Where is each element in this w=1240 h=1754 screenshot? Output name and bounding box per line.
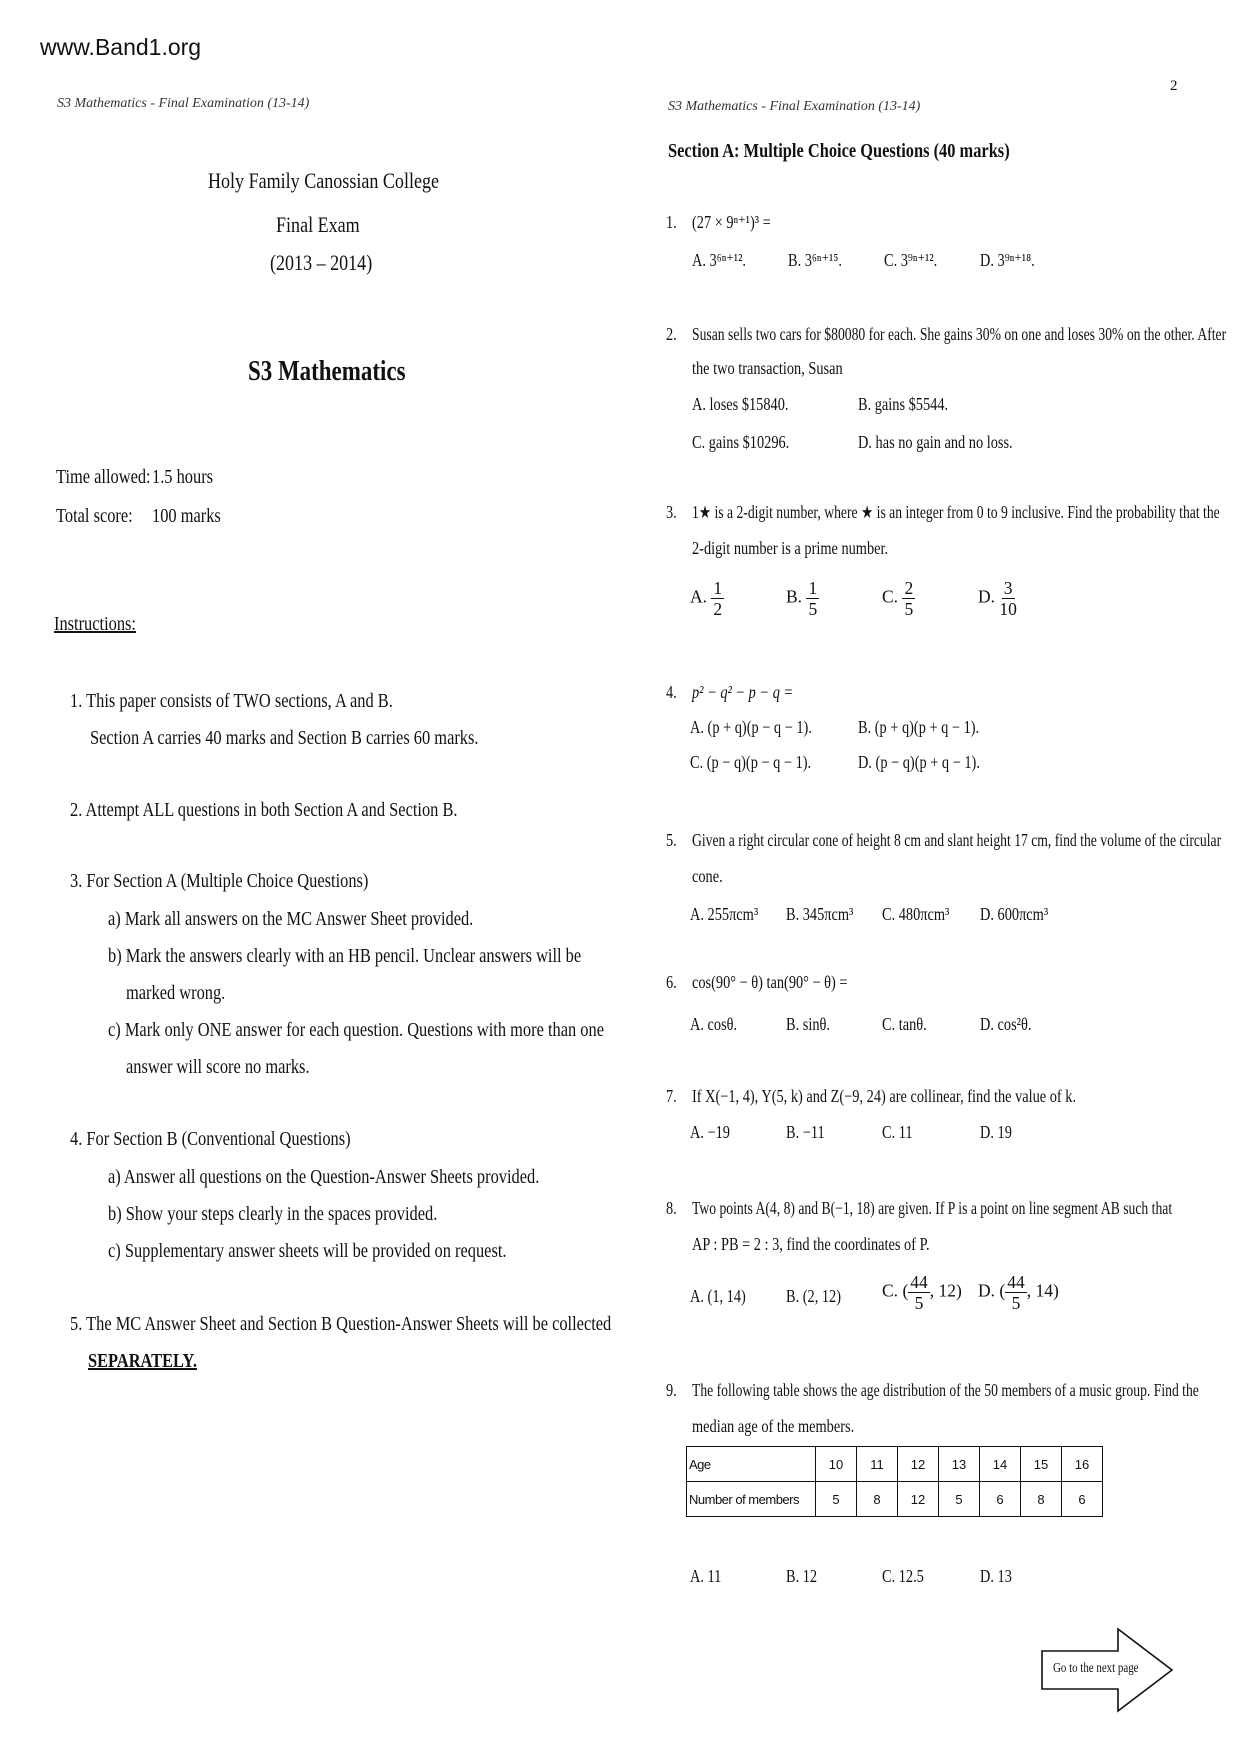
q4-option-a: A. (p + q)(p − q − 1). — [690, 717, 812, 737]
q1-option-d: D. 3⁹ⁿ⁺¹⁸. — [980, 250, 1035, 270]
q1-option-a: A. 3⁶ⁿ⁺¹². — [692, 250, 747, 270]
q6-option-a: A. cosθ. — [690, 1014, 738, 1034]
q7-number: 7. — [666, 1086, 677, 1106]
q8-option-d: D. ( $\frac{44}{5}$ , 14) — [978, 1272, 1059, 1314]
q7-option-d: D. 19 — [980, 1122, 1012, 1142]
school-name: Holy Family Canossian College — [208, 168, 439, 193]
instruction-3: 3. For Section A (Multiple Choice Questions) — [70, 870, 369, 892]
next-page-arrow — [1040, 1625, 1176, 1715]
instruction-2: 2. Attempt ALL questions in both Section A and Section B. — [70, 799, 458, 821]
q8-option-c-label: C. — [882, 1280, 899, 1301]
q3-b-denominator: 5 — [808, 599, 818, 620]
q9-number: 9. — [666, 1380, 677, 1400]
q3-option-a — [690, 578, 724, 619]
q7-option-a: A. −19 — [690, 1122, 730, 1142]
q2-option-c: C. gains $10296. — [692, 432, 790, 452]
q7-option-b: B. −11 — [786, 1122, 825, 1142]
age-cell: 13 — [939, 1447, 980, 1482]
q3-b-numerator: 1 — [808, 578, 818, 598]
q3-option-c-label: C. — [882, 586, 899, 607]
q5-option-a: A. 255πcm³ — [690, 904, 759, 924]
q4-number: 4. — [666, 682, 677, 702]
age-cell: 16 — [1062, 1447, 1103, 1482]
q8-line1: Two points A(4, 8) and B(−1, 18) are given. If P is a point on line segment AB such that — [692, 1198, 1173, 1218]
members-cell: 12 — [898, 1482, 939, 1517]
q7-text: If X(−1, 4), Y(5, k) and Z(−9, 24) are collinear, find the value of k. — [692, 1086, 1077, 1106]
site-label: www.Band1.org — [40, 34, 202, 60]
instruction-3c-line2: answer will score no marks. — [126, 1056, 310, 1078]
instruction-4b: b) Show your steps clearly in the spaces provided. — [108, 1203, 438, 1225]
q2-number: 2. — [666, 324, 677, 344]
q8-option-b: B. (2, 12) — [786, 1286, 842, 1306]
members-row-header: Number of members — [687, 1482, 816, 1517]
q5-option-c: C. 480πcm³ — [882, 904, 950, 924]
q2-option-d: D. has no gain and no loss. — [858, 432, 1013, 452]
age-cell: 12 — [898, 1447, 939, 1482]
q5-line2: cone. — [692, 866, 723, 886]
instruction-1b: Section A carries 40 marks and Section B carries 60 marks. — [90, 727, 479, 749]
q6-text: cos(90° − θ) tan(90° − θ) = — [692, 972, 848, 992]
members-cell: 6 — [980, 1482, 1021, 1517]
q6-option-b: B. sinθ. — [786, 1014, 830, 1034]
table-row-members — [687, 1482, 1103, 1517]
q6-option-d: D. cos²θ. — [980, 1014, 1032, 1034]
q4-option-c: C. (p − q)(p − q − 1). — [690, 752, 812, 772]
q3-line2: 2-digit number is a prime number. — [692, 538, 889, 558]
q3-c-denominator: 5 — [904, 599, 914, 620]
q1-number: 1. — [666, 212, 677, 232]
q8-c-rest: , 12) — [929, 1280, 962, 1301]
exam-year: (2013 – 2014) — [270, 250, 373, 275]
instruction-3a: a) Mark all answers on the MC Answer Sheet provided. — [108, 908, 474, 930]
instruction-5-line2: SEPARATELY. — [88, 1350, 197, 1372]
q3-d-numerator: 3 — [1003, 578, 1013, 598]
q2-line2: the two transaction, Susan — [692, 358, 843, 378]
section-a-title: Section A: Multiple Choice Questions (40 marks) — [668, 140, 1010, 162]
instruction-4: 4. For Section B (Conventional Questions) — [70, 1128, 351, 1150]
q3-number: 3. — [666, 502, 677, 522]
q8-option-d-label: D. — [978, 1280, 996, 1301]
q8-d-rest: , 14) — [1026, 1280, 1059, 1301]
age-row-header: Age — [687, 1447, 816, 1482]
instruction-4c: c) Supplementary answer sheets will be provided on request. — [108, 1240, 507, 1262]
q1-text: (27 × 9ⁿ⁺¹)³ = — [692, 212, 771, 232]
q9-option-a: A. 11 — [690, 1566, 722, 1586]
members-cell: 8 — [1021, 1482, 1062, 1517]
q5-line1: Given a right circular cone of height 8 cm and slant height 17 cm, find the volume of the circular — [692, 830, 1222, 850]
q8-number: 8. — [666, 1198, 677, 1218]
instruction-3b-line1: b) Mark the answers clearly with an HB pencil. Unclear answers will be — [108, 945, 582, 967]
q3-option-d — [978, 578, 1017, 619]
q3-a-numerator: 1 — [713, 578, 723, 598]
q4-text: p² − q² − p − q = — [692, 682, 794, 702]
q4-option-b: B. (p + q)(p + q − 1). — [858, 717, 980, 737]
age-cell: 15 — [1021, 1447, 1062, 1482]
age-cell: 14 — [980, 1447, 1021, 1482]
q2-line1: Susan sells two cars for $80080 for each. She gains 30% on one and loses 30% on the other. After — [692, 324, 1227, 344]
q9-line2: median age of the members. — [692, 1416, 855, 1436]
instructions-heading: Instructions: — [54, 613, 136, 635]
q8-option-c: C. ( $\frac{44}{5}$ , 12) — [882, 1272, 962, 1314]
total-score-label: Total score: — [56, 505, 133, 527]
q7-option-c: C. 11 — [882, 1122, 913, 1142]
exam-title: Final Exam — [276, 212, 360, 237]
instruction-3c-line1: c) Mark only ONE answer for each question. Questions with more than one — [108, 1019, 604, 1041]
members-cell: 6 — [1062, 1482, 1103, 1517]
page-number: 2 — [1170, 78, 1178, 94]
table-row-age — [687, 1447, 1103, 1482]
q3-option-b — [786, 578, 819, 619]
q1-option-c: C. 3⁹ⁿ⁺¹². — [884, 250, 938, 270]
time-allowed-label: Time allowed: — [56, 466, 151, 488]
instruction-4a: a) Answer all questions on the Question-Answer Sheets provided. — [108, 1166, 540, 1188]
q3-d-denominator: 10 — [999, 599, 1017, 620]
members-cell: 8 — [857, 1482, 898, 1517]
q3-a-denominator: 2 — [713, 599, 723, 620]
time-allowed-value: 1.5 hours — [152, 466, 214, 488]
q8-d-numerator: 44 — [1007, 1272, 1025, 1292]
q3-option-b-label: B. — [786, 586, 803, 607]
right-page-header: S3 Mathematics - Final Examination (13-14) — [668, 99, 921, 114]
members-cell: 5 — [816, 1482, 857, 1517]
q8-c-denominator: 5 — [914, 1293, 924, 1314]
instruction-1a: 1. This paper consists of TWO sections, A and B. — [70, 690, 393, 712]
instruction-5-line1: 5. The MC Answer Sheet and Section B Question-Answer Sheets will be collected — [70, 1313, 612, 1335]
q9-line1: The following table shows the age distribution of the 50 members of a music group. Find the — [692, 1380, 1199, 1400]
q8-option-a: A. (1, 14) — [690, 1286, 746, 1306]
q5-option-d: D. 600πcm³ — [980, 904, 1049, 924]
q2-option-a: A. loses $15840. — [692, 394, 789, 414]
q6-number: 6. — [666, 972, 677, 992]
q9-option-b: B. 12 — [786, 1566, 818, 1586]
q3-option-a-label: A. — [690, 586, 708, 607]
left-page-header: S3 Mathematics - Final Examination (13-14) — [57, 96, 310, 111]
q8-line2: AP : PB = 2 : 3, find the coordinates of P. — [692, 1234, 930, 1254]
q6-option-c: C. tanθ. — [882, 1014, 927, 1034]
q4-option-d: D. (p − q)(p + q − 1). — [858, 752, 980, 772]
q3-option-d-label: D. — [978, 586, 996, 607]
q9-option-c: C. 12.5 — [882, 1566, 924, 1586]
q8-c-numerator: 44 — [910, 1272, 928, 1292]
q8-d-denominator: 5 — [1011, 1293, 1021, 1314]
members-cell: 5 — [939, 1482, 980, 1517]
q2-option-b: B. gains $5544. — [858, 394, 949, 414]
subject-title: S3 Mathematics — [248, 356, 406, 387]
q1-option-b: B. 3⁶ⁿ⁺¹⁵. — [788, 250, 842, 270]
q3-line1: 1★ is a 2-digit number, where ★ is an integer from 0 to 9 inclusive. Find the probability that the — [692, 502, 1220, 522]
q9-option-d: D. 13 — [980, 1566, 1012, 1586]
age-distribution-table — [686, 1446, 1103, 1517]
total-score-value: 100 marks — [152, 505, 221, 527]
next-page-label: Go to the next page — [1053, 1661, 1139, 1676]
q5-number: 5. — [666, 830, 677, 850]
age-cell: 11 — [857, 1447, 898, 1482]
q3-c-numerator: 2 — [904, 578, 914, 598]
q5-option-b: B. 345πcm³ — [786, 904, 854, 924]
q3-option-c — [882, 578, 915, 619]
instruction-3b-line2: marked wrong. — [126, 982, 226, 1004]
age-cell: 10 — [816, 1447, 857, 1482]
